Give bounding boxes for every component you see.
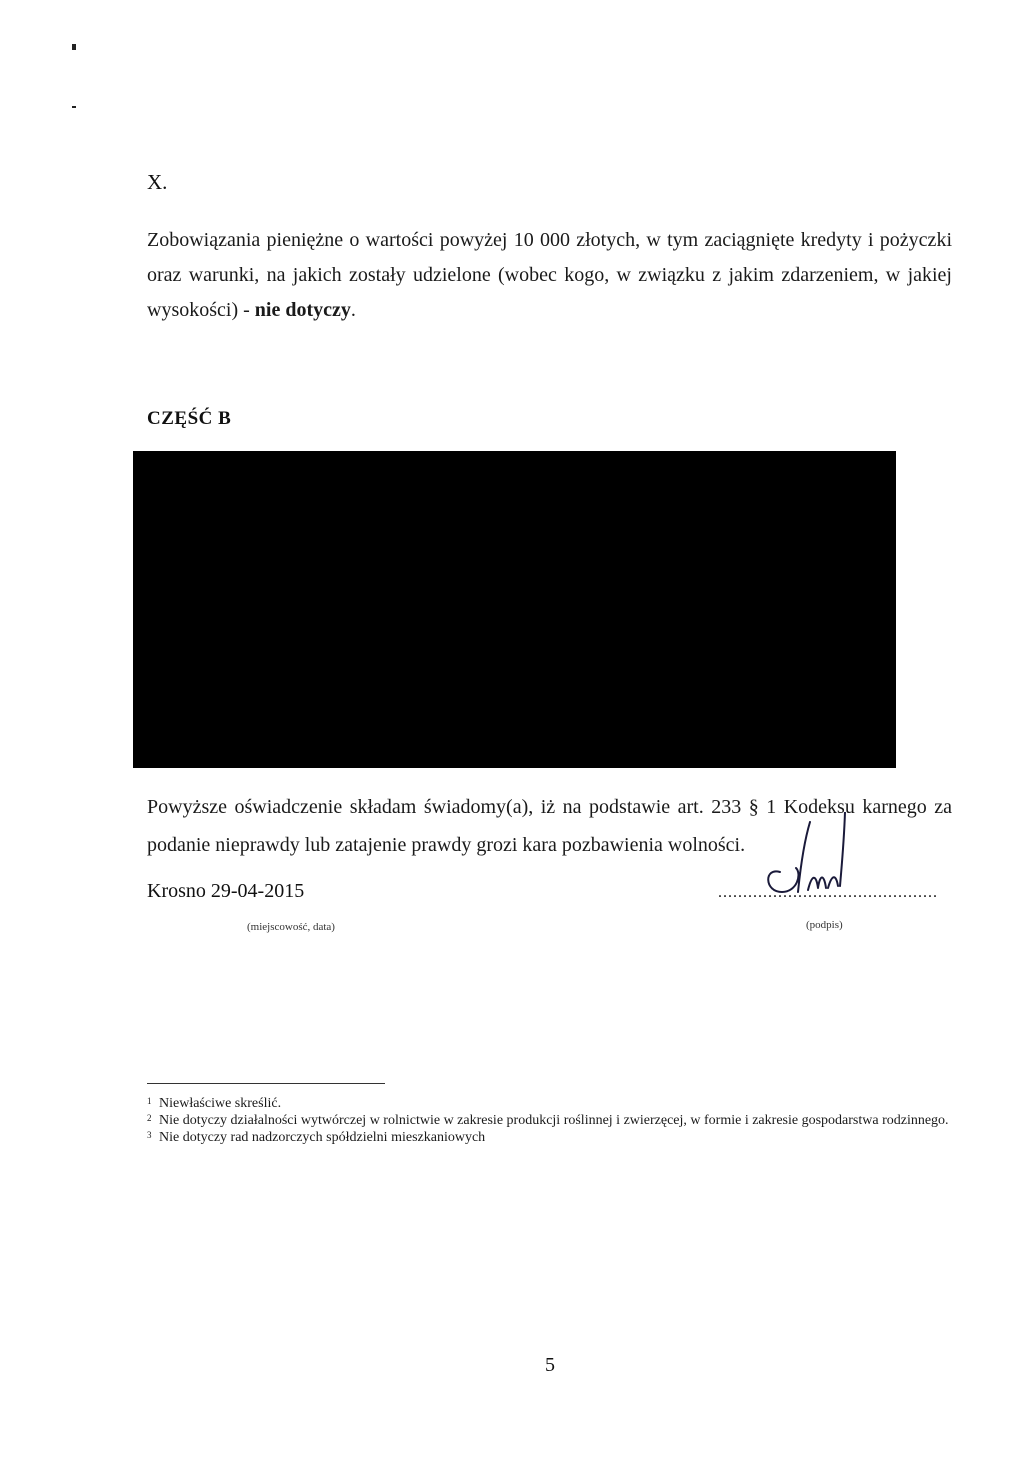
signature-caption: (podpis) bbox=[806, 919, 843, 931]
footnote bbox=[147, 1129, 952, 1146]
footnote-text: Nie dotyczy działalności wytwórczej w rolnictwie w zakresie produkcji roślinnej i zwierzęcej, w formie i zakresie gospodarstwa rodzinnego. bbox=[159, 1113, 949, 1128]
section-x-heading: X. bbox=[147, 170, 168, 194]
footnote bbox=[147, 1095, 952, 1112]
declaration-paragraph: Powyższe oświadczenie składam świadomy(a), iż na podstawie art. 233 § 1 Kodeksu karnego za podanie nieprawdy lub zatajenie prawdy grozi kara pozbawienia wolności. bbox=[147, 796, 952, 856]
redacted-block bbox=[133, 451, 896, 768]
part-b-heading: CZĘŚĆ B bbox=[147, 408, 232, 429]
scan-speck bbox=[72, 44, 76, 50]
footnote-mark: 2 bbox=[147, 1113, 152, 1123]
section-x-text: Zobowiązania pieniężne o wartości powyżej 10 000 złotych, w tym zaciągnięte kredyty i pożyczki oraz warunki, na jakich zostały udzielone (wobec kogo, w związku z jakim zdarzeniem, w jakiej wysokości) - bbox=[147, 229, 952, 321]
section-x-paragraph bbox=[147, 223, 952, 328]
footnote bbox=[147, 1112, 952, 1129]
scan-speck bbox=[72, 106, 76, 108]
section-x-answer: nie dotyczy bbox=[254, 299, 351, 321]
section-x-answer-end: . bbox=[350, 299, 356, 321]
place-date-caption: (miejscowość, data) bbox=[247, 921, 335, 933]
page-number: 5 bbox=[545, 1354, 555, 1376]
place-date: Krosno 29-04-2015 bbox=[147, 880, 305, 902]
footnotes bbox=[147, 1095, 952, 1146]
signature-line: ............................................ bbox=[718, 884, 938, 901]
footnote-separator bbox=[147, 1083, 385, 1084]
footnote-mark: 1 bbox=[147, 1096, 152, 1106]
footnote-mark: 3 bbox=[147, 1130, 152, 1140]
footnote-text: Nie dotyczy rad nadzorczych spółdzielni mieszkaniowych bbox=[159, 1130, 486, 1145]
footnote-text: Niewłaściwe skreślić. bbox=[159, 1096, 282, 1111]
